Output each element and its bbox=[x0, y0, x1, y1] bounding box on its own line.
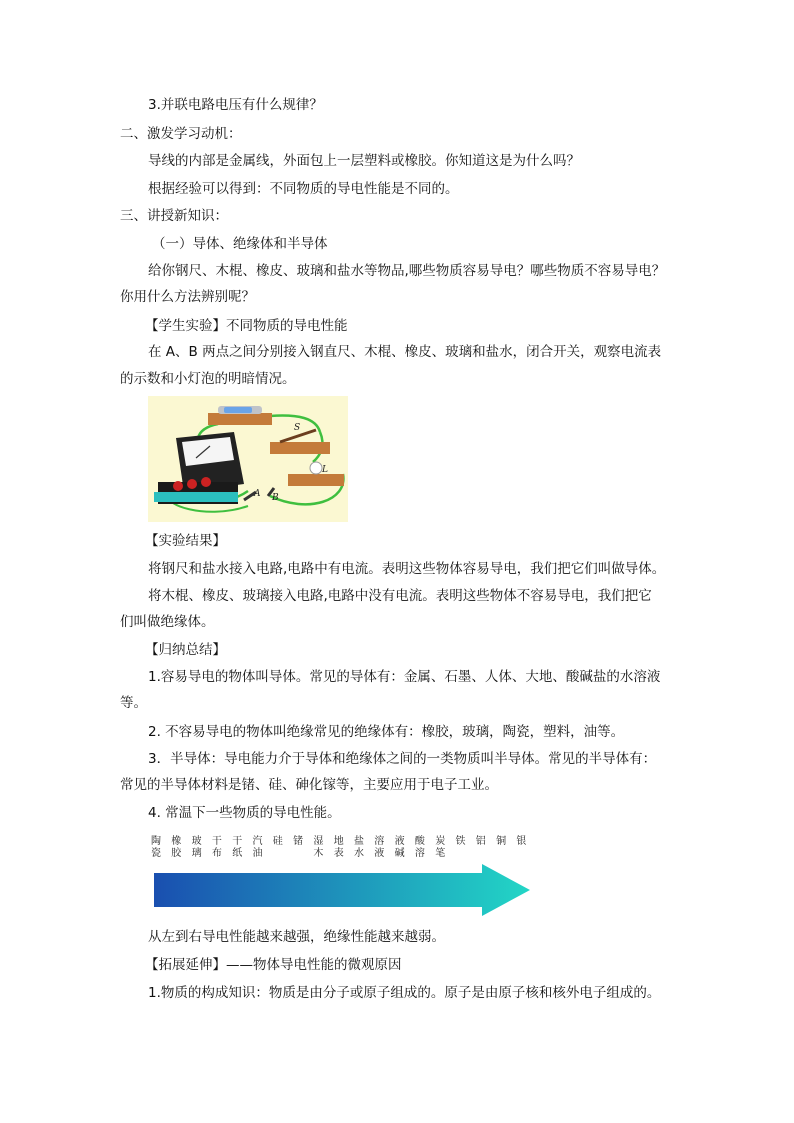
material-label: 炭笔 bbox=[435, 836, 446, 859]
result-insulators-2: 们叫做绝缘体。 bbox=[120, 614, 215, 630]
material-label: 玻璃 bbox=[191, 836, 202, 859]
summary-item-3b: 常见的半导体材料是锗、硅、砷化镓等，主要应用于电子工业。 bbox=[120, 777, 498, 793]
circuit-experiment-figure bbox=[148, 396, 348, 522]
section-2-heading: 二、激发学习动机： bbox=[120, 126, 242, 142]
conclusion-text: 从左到右导电性能越来越强，绝缘性能越来越弱。 bbox=[148, 929, 445, 945]
lab-description-1: 在 A、B 两点之间分别接入钢直尺、木棍、橡皮、玻璃和盐水，闭合开关，观察电流表 bbox=[148, 344, 662, 360]
material-label: 湿木 bbox=[313, 836, 324, 859]
arrow-shape bbox=[154, 864, 530, 916]
lab-description-2: 的示数和小灯泡的明暗情况。 bbox=[120, 371, 296, 387]
material-label: 酸溶 bbox=[414, 836, 425, 859]
paragraph-experience: 根据经验可以得到：不同物质的导电性能是不同的。 bbox=[148, 181, 459, 197]
extension-item-1: 1.物质的构成知识：物质是由分子或原子组成的。原子是由原子核和核外电子组成的。 bbox=[148, 985, 661, 1001]
summary-item-1b: 等。 bbox=[120, 695, 147, 711]
conductivity-arrow bbox=[150, 864, 535, 916]
summary-item-4: 4. 常温下一些物质的导电性能。 bbox=[148, 805, 341, 821]
switch-label-s: S bbox=[294, 423, 301, 433]
paragraph-wire: 导线的内部是金属线，外面包上一层塑料或橡胶。你知道这是为什么吗？ bbox=[148, 153, 580, 169]
material-label: 地表 bbox=[333, 836, 344, 859]
extension-title: 【拓展延伸】——物体导电性能的微观原因 bbox=[145, 957, 402, 973]
material-label: 干布 bbox=[211, 836, 222, 859]
section-3-heading: 三、讲授新知识： bbox=[120, 208, 228, 224]
lamp-label-l: L bbox=[322, 465, 328, 475]
paragraph-question-2: 你用什么方法辨别呢？ bbox=[120, 289, 255, 305]
material-label: 盐水 bbox=[354, 836, 364, 859]
paragraph-question-1: 给你钢尺、木棍、橡皮、玻璃和盐水等物品,哪些物质容易导电？哪些物质不容易导电？ bbox=[148, 263, 666, 279]
point-label-b: B bbox=[272, 493, 279, 503]
material-label: 干纸 bbox=[232, 836, 243, 859]
material-label: 硅 bbox=[272, 836, 283, 847]
material-label: 铁 bbox=[455, 836, 466, 847]
material-label: 银 bbox=[516, 836, 527, 847]
result-conductors: 将钢尺和盐水接入电路,电路中有电流。表明这些物体容易导电，我们把它们叫做导体。 bbox=[148, 561, 666, 577]
material-label: 铝 bbox=[475, 836, 486, 847]
material-label: 液碱 bbox=[394, 836, 405, 859]
summary-item-3a: 3．半导体：导电能力介于导体和绝缘体之间的一类物质叫半导体。常见的半导体有： bbox=[148, 751, 657, 767]
material-label: 汽油 bbox=[252, 836, 263, 859]
result-title: 【实验结果】 bbox=[145, 533, 226, 549]
material-label: 锗 bbox=[293, 836, 304, 847]
point-label-a: A bbox=[254, 489, 261, 499]
question-3: 3.并联电路电压有什么规律？ bbox=[148, 97, 323, 113]
material-label: 铜 bbox=[496, 836, 507, 847]
subsection-1-heading: （一）导体、绝缘体和半导体 bbox=[152, 236, 328, 252]
material-label: 橡胶 bbox=[171, 836, 182, 859]
summary-title: 【归纳总结】 bbox=[145, 642, 226, 658]
material-label: 溶液 bbox=[374, 836, 385, 859]
summary-item-1a: 1.容易导电的物体叫导体。常见的导体有：金属、石墨、人体、大地、酸碱盐的水溶液 bbox=[148, 669, 661, 685]
summary-item-2: 2. 不容易导电的物体叫绝缘常见的绝缘体有：橡胶，玻璃，陶瓷，塑料，油等。 bbox=[148, 724, 625, 740]
result-insulators-1: 将木棍、橡皮、玻璃接入电路,电路中没有电流。表明这些物体不容易导电，我们把它 bbox=[148, 588, 652, 604]
conductivity-material-labels bbox=[150, 836, 527, 862]
material-label: 陶瓷 bbox=[151, 836, 161, 859]
lab-title: 【学生实验】不同物质的导电性能 bbox=[145, 318, 348, 334]
